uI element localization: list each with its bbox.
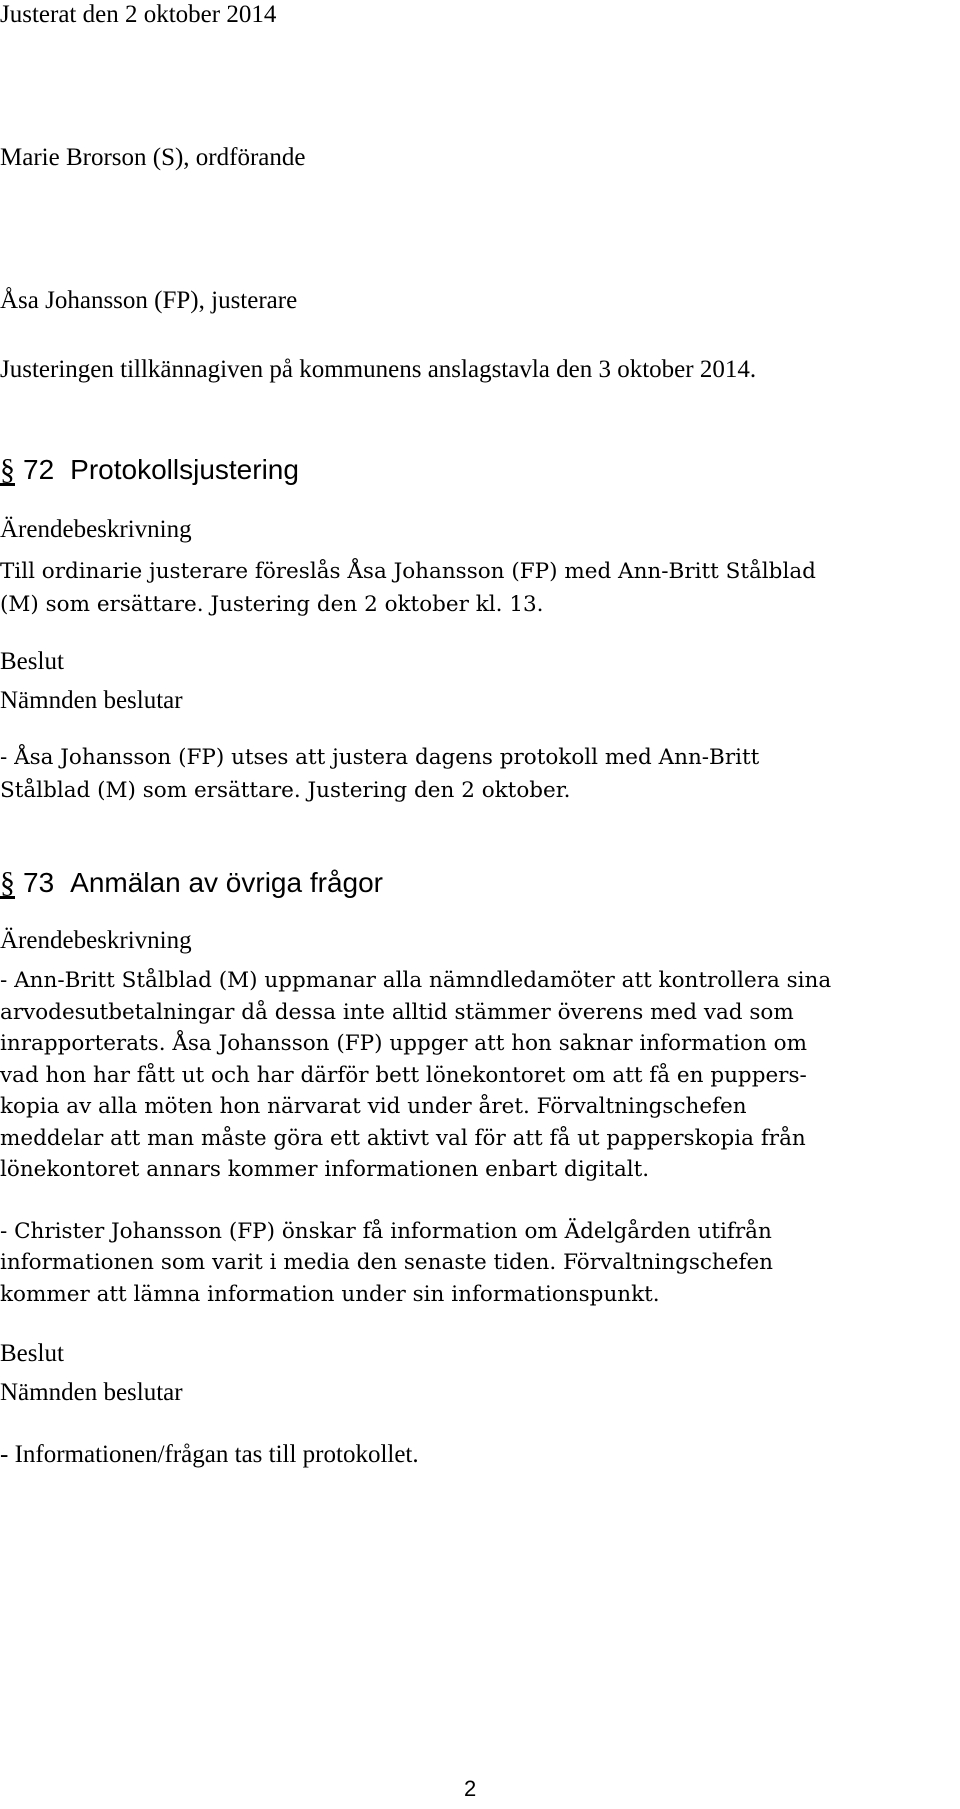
paragraph-sign: § bbox=[0, 453, 15, 486]
arende-line: (M) som ersättare. Justering den 2 oktober kl. 13. bbox=[0, 592, 544, 617]
beslut-line: - Åsa Johansson (FP) utses att justera dagens protokoll med Ann-Britt bbox=[0, 745, 760, 770]
beslut-line: - Informationen/frågan tas till protokollet. bbox=[0, 1441, 419, 1468]
arende-line: - Ann-Britt Stålblad (M) uppmanar alla nämndledamöter att kontrollera sina bbox=[0, 968, 832, 993]
beslut-heading: Beslut bbox=[0, 648, 64, 675]
section-number: 72 bbox=[23, 454, 55, 485]
justerat-date: Justerat den 2 oktober 2014 bbox=[0, 1, 277, 28]
arende-line: kommer att lämna information under sin informationspunkt. bbox=[0, 1282, 660, 1307]
page-number: 2 bbox=[464, 1776, 477, 1801]
arende-line: Till ordinarie justerare föreslås Åsa Johansson (FP) med Ann-Britt Stålblad bbox=[0, 559, 816, 584]
tillkannagiven-line: Justeringen tillkännagiven på kommunens anslagstavla den 3 oktober 2014. bbox=[0, 356, 757, 383]
section-heading-73 bbox=[0, 868, 383, 898]
arende-line: arvodesutbetalningar då dessa inte alltid stämmer överens med vad som bbox=[0, 1000, 794, 1025]
paragraph-sign: § bbox=[0, 866, 15, 899]
arende-line: - Christer Johansson (FP) önskar få information om Ädelgården utifrån bbox=[0, 1219, 772, 1244]
arende-heading: Ärendebeskrivning bbox=[0, 927, 192, 954]
arende-heading: Ärendebeskrivning bbox=[0, 516, 192, 543]
ordforande-line: Marie Brorson (S), ordförande bbox=[0, 144, 306, 171]
section-number: 73 bbox=[23, 867, 55, 898]
section-title: Protokollsjustering bbox=[70, 454, 299, 485]
beslut-intro: Nämnden beslutar bbox=[0, 1379, 183, 1406]
arende-line: vad hon har fått ut och har därför bett lönekontoret om att få en puppers- bbox=[0, 1063, 807, 1088]
arende-line: kopia av alla möten hon närvarat vid under året. Förvaltningschefen bbox=[0, 1094, 747, 1119]
arende-line: lönekontoret annars kommer informationen enbart digitalt. bbox=[0, 1157, 650, 1182]
beslut-heading: Beslut bbox=[0, 1340, 64, 1367]
section-heading-72 bbox=[0, 455, 299, 485]
beslut-intro: Nämnden beslutar bbox=[0, 687, 183, 714]
justerare-line: Åsa Johansson (FP), justerare bbox=[0, 287, 298, 314]
beslut-line: Stålblad (M) som ersättare. Justering den 2 oktober. bbox=[0, 778, 571, 803]
arende-line: informationen som varit i media den senaste tiden. Förvaltningschefen bbox=[0, 1250, 774, 1275]
arende-line: inrapporterats. Åsa Johansson (FP) uppger att hon saknar information om bbox=[0, 1031, 807, 1056]
arende-line: meddelar att man måste göra ett aktivt val för att få ut papperskopia från bbox=[0, 1126, 806, 1151]
section-title: Anmälan av övriga frågor bbox=[70, 867, 383, 898]
